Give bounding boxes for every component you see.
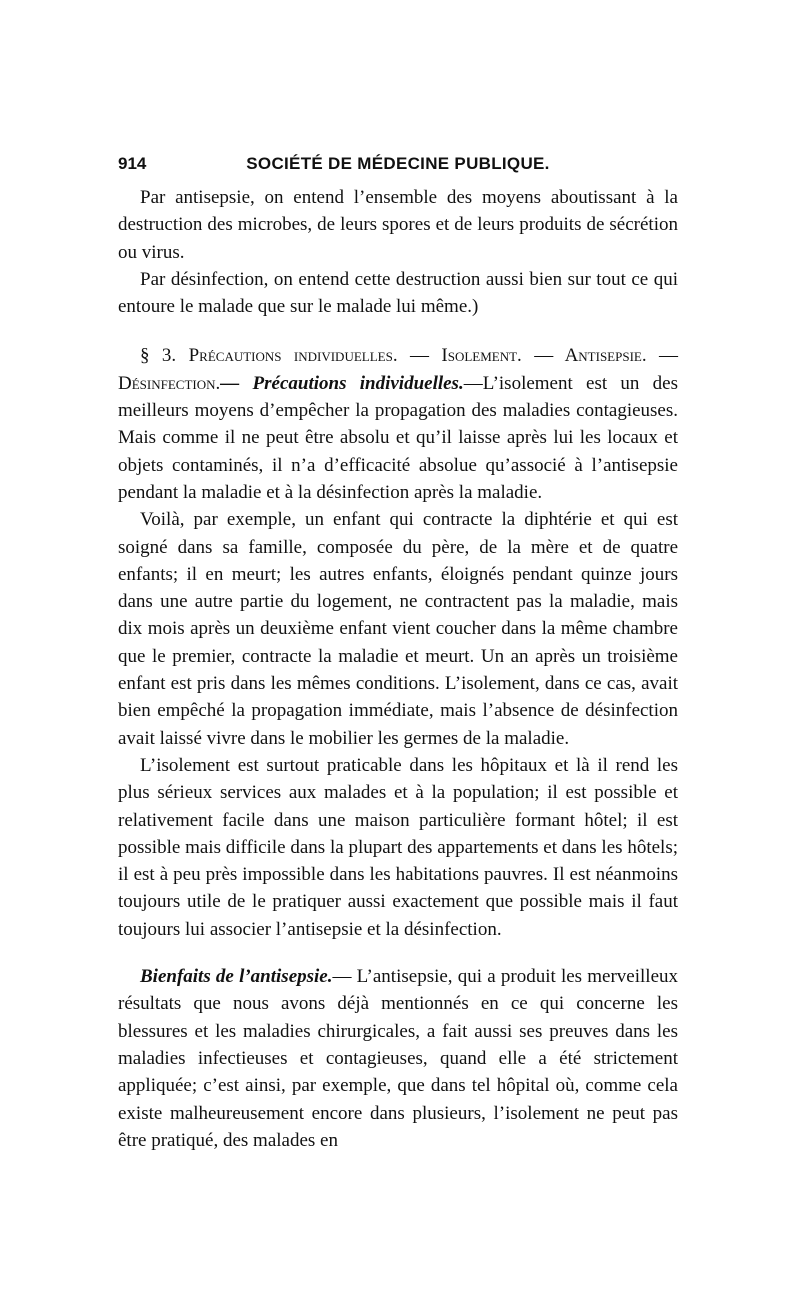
- body-text: [118, 184, 678, 1154]
- paragraph-bienfaits: [118, 963, 678, 1154]
- book-page: [118, 140, 678, 1154]
- subheading-precautions: — Précautions individuelles.: [220, 372, 464, 394]
- paragraph-diphtheria-example: Voilà, par exemple, un enfant qui contracte la diphtérie et qui est soigné dans sa famille, composée du père, de la mère et de quatre enfants; il en meurt; les autres enfants, éloignés pendant quinze jours dans une autre partie du logement, ne contractent pas la maladie, mais dix mois après un deuxième enfant vient coucher dans la même chambre que le premier, contracte la maladie et meurt. Un an après un troisième enfant est pris dans les mêmes conditions. L’isolement, dans ce cas, avait bien empêché la propagation immédiate, mais l’absence de désinfection avait laissé vivre dans le mobilier les germes de la maladie.: [118, 509, 678, 749]
- section-marker: § 3.: [140, 345, 177, 367]
- page-header: [118, 140, 678, 184]
- subheading-bienfaits: Bienfaits de l’antisepsie.: [140, 966, 333, 988]
- paragraph-isolement: L’isolement est surtout praticable dans les hôpitaux et là il rend les plus sérieux services aux malades et à la population; il est possible et relativement facile dans une maison particulière formant hôtel; il est possible mais difficile dans la plupart des appartements et dans les hôtels; il est à peu près impossible dans les habitations pauvres. Il est néanmoins toujours utile de le pratiquer aussi exactement que possible mais il faut toujours lui associer l’antisepsie et la désinfection.: [118, 754, 678, 940]
- paragraph-desinfection-definition: Par désinfection, on entend cette destruction aussi bien sur tout ce qui entoure le malade que sur le malade lui même.): [118, 268, 678, 318]
- bienfaits-body: — L’antisepsie, qui a produit les merveilleux résultats que nous avons déjà mentionnés en ce qui concerne les blessures et les maladies chirurgicales, a fait aussi ses preuves dans les maladies infectieuses et contagieuses, quand elle a été strictement appliquée; c’est ainsi, par exemple, que dans tel hôpital où, comme cela existe malheureusement encore dans plusieurs, l’isolement ne peut pas être pratiqué, des malades en: [118, 966, 678, 1151]
- running-title: SOCIÉTÉ DE MÉDECINE PUBLIQUE.: [246, 154, 550, 173]
- paragraph-antisepsie-definition: Par antisepsie, on entend l’ensemble des moyens aboutissant à la destruction des microbes, de leurs spores et de leurs produits de sécrétion ou virus.: [118, 187, 678, 263]
- section-3-body: —L’isolement est un des meilleurs moyens d’empêcher la propagation des maladies contagieuses. Mais comme il ne peut être absolu et qu’il laisse après lui les locaux et objets contaminés, il n’a d’efficacité absolue qu’associé à l’antisepsie pendant la maladie et à la désinfection après la maladie.: [118, 372, 678, 503]
- paragraph-section-3: [118, 342, 678, 506]
- section-title: Précautions individuelles. — Isolement. — Antisepsie. — Désinfection.: [118, 345, 679, 394]
- page-number: 914: [118, 154, 147, 173]
